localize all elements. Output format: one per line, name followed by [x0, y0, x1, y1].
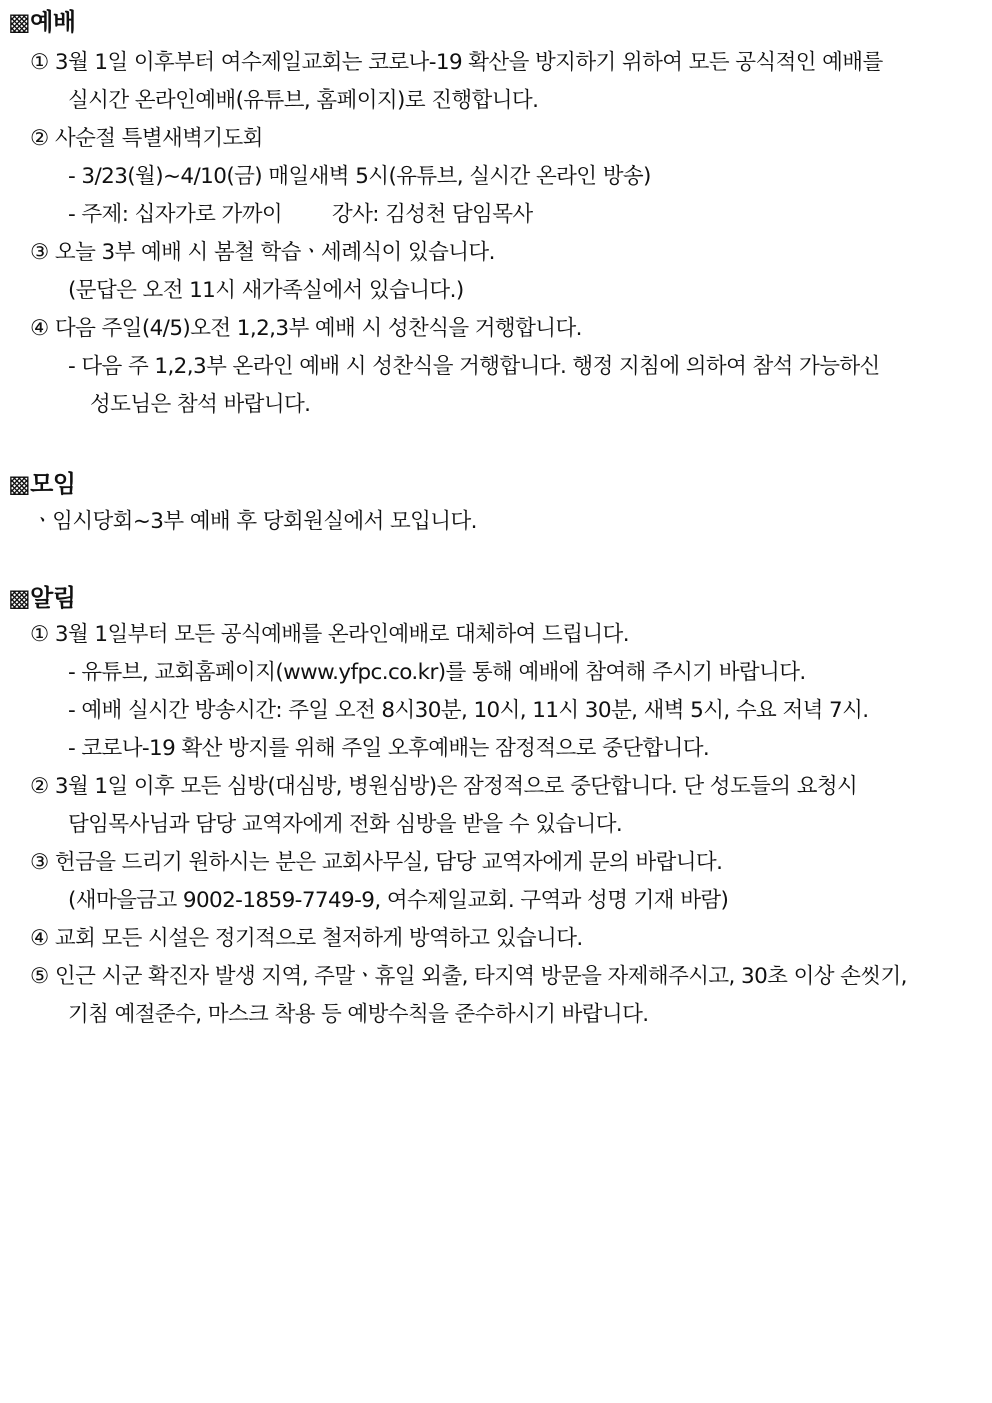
worship-item-4-sub-1-cont: 성도님은 참석 바랍니다. [90, 392, 311, 417]
notice-item-5-cont: 기침 예절준수, 마스크 착용 등 예방수칙을 준수하시기 바랍니다. [68, 1002, 649, 1027]
notice-item-1: ① 3월 1일부터 모든 공식예배를 온라인예배로 대체하여 드립니다. [30, 622, 629, 647]
notice-item-5: ⑤ 인근 시군 확진자 발생 지역, 주말ㆍ휴일 외출, 타지역 방문을 자제해주시고, 30초 이상 손씻기, [30, 964, 907, 989]
worship-item-4-sub-1: - 다음 주 1,2,3부 온라인 예배 시 성찬식을 거행합니다. 행정 지침에 의하여 참석 가능하신 [68, 354, 880, 379]
notice-item-3: ③ 헌금을 드리기 원하시는 분은 교회사무실, 담당 교역자에게 문의 바랍니다. [30, 850, 723, 875]
meeting-item-1: ㆍ임시당회~3부 예배 후 당회원실에서 모입니다. [32, 509, 477, 534]
section-title-notice: ▩알림 [8, 584, 76, 612]
notice-item-1-sub-3: - 코로나-19 확산 방지를 위해 주일 오후예배는 잠정적으로 중단합니다. [68, 736, 710, 761]
section-title-meeting: ▩모임 [8, 470, 76, 498]
notice-item-4: ④ 교회 모든 시설은 정기적으로 철저하게 방역하고 있습니다. [30, 926, 583, 951]
notice-item-2-cont: 담임목사님과 담당 교역자에게 전화 심방을 받을 수 있습니다. [68, 812, 623, 837]
notice-item-2: ② 3월 1일 이후 모든 심방(대심방, 병원심방)은 잠정적으로 중단합니다. 단 성도들의 요청시 [30, 774, 858, 799]
worship-item-2-sub-2: - 주제: 십자가로 가까이 강사: 김성천 담임목사 [68, 202, 533, 227]
notice-item-1-sub-2: - 예배 실시간 방송시간: 주일 오전 8시30분, 10시, 11시 30분, 새벽 5시, 수요 저녁 7시. [68, 698, 869, 723]
worship-item-2: ② 사순절 특별새벽기도회 [30, 126, 263, 151]
worship-item-2-sub-1: - 3/23(월)~4/10(금) 매일새벽 5시(유튜브, 실시간 온라인 방송) [68, 164, 651, 189]
worship-item-1: ① 3월 1일 이후부터 여수제일교회는 코로나-19 확산을 방지하기 위하여 모든 공식적인 예배를 [30, 50, 883, 75]
notice-item-1-sub-1: - 유튜브, 교회홈페이지(www.yfpc.co.kr)를 통해 예배에 참여해 주시기 바랍니다. [68, 660, 806, 685]
worship-item-4: ④ 다음 주일(4/5)오전 1,2,3부 예배 시 성찬식을 거행합니다. [30, 316, 582, 341]
worship-item-1-cont: 실시간 온라인예배(유튜브, 홈페이지)로 진행합니다. [68, 88, 539, 113]
worship-item-3-cont: (문답은 오전 11시 새가족실에서 있습니다.) [68, 278, 464, 303]
notice-item-3-cont: (새마을금고 9002-1859-7749-9, 여수제일교회. 구역과 성명 기재 바람) [68, 888, 729, 913]
worship-item-3: ③ 오늘 3부 예배 시 봄철 학습ㆍ세례식이 있습니다. [30, 240, 495, 265]
section-title-worship: ▩예배 [8, 8, 76, 36]
